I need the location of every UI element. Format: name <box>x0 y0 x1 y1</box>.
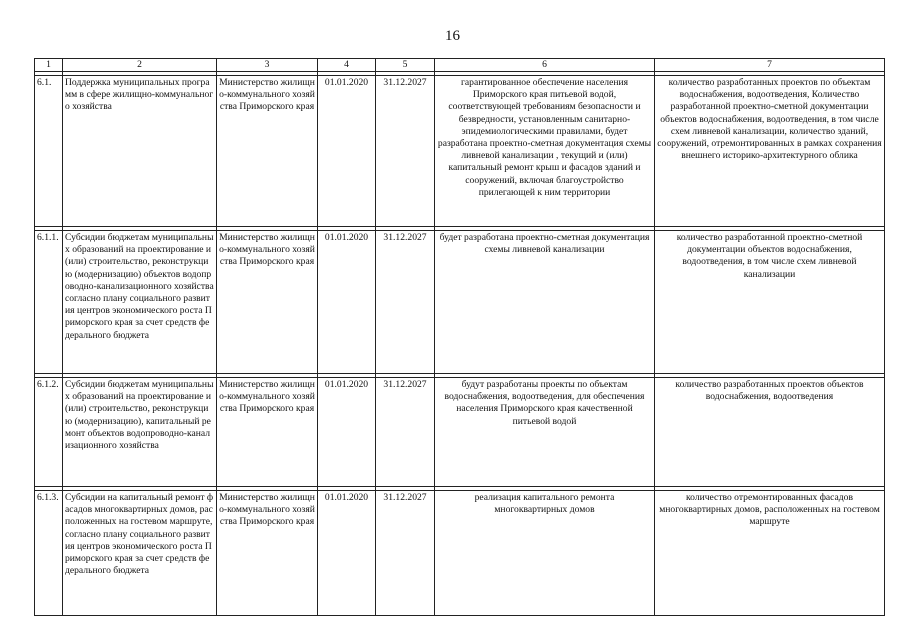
table-row <box>35 378 885 487</box>
measure-name: Субсидии бюджетам муниципальных образований на проектирование и (или) строительство, реконструкцию (модернизацию), капитальный ремонт объектов водопроводно-канализационного хозяйства <box>63 378 217 487</box>
column-header: 3 <box>217 59 318 72</box>
executor: Министерство жилищно-коммунального хозяйства Приморского края <box>217 491 318 616</box>
table-row <box>35 76 885 227</box>
executor: Министерство жилищно-коммунального хозяйства Приморского края <box>217 378 318 487</box>
indicator: количество отремонтированных фасадов многоквартирных домов, расположенных на гостевом маршруте <box>655 491 885 616</box>
end-date: 31.12.2027 <box>376 76 435 227</box>
column-header: 2 <box>63 59 217 72</box>
column-header: 7 <box>655 59 885 72</box>
expected-result: будут разработаны проекты по объектам водоснабжения, водоотведения, для обеспечения населения Приморского края качественной питьевой водой <box>435 378 655 487</box>
executor: Министерство жилищно-коммунального хозяйства Приморского края <box>217 231 318 374</box>
program-table <box>34 58 885 616</box>
row-number: 6.1. <box>35 76 63 227</box>
expected-result: будет разработана проектно-сметная документация схемы ливневой канализации <box>435 231 655 374</box>
end-date: 31.12.2027 <box>376 378 435 487</box>
measure-name: Поддержка муниципальных программ в сфере жилищно-коммунального хозяйства <box>63 76 217 227</box>
row-number: 6.1.1. <box>35 231 63 374</box>
page-number: 16 <box>445 28 460 44</box>
start-date: 01.01.2020 <box>318 491 376 616</box>
measure-name: Субсидии на капитальный ремонт фасадов многоквартирных домов, расположенных на гостевом маршруте, согласно плану социального развития центров экономического роста Приморского края за счет средств федерального бюджета <box>63 491 217 616</box>
start-date: 01.01.2020 <box>318 378 376 487</box>
indicator: количество разработанных проектов по объектам водоснабжения, водоотведения, Количество разработанной проектно-сметной документации объектов водоснабжения, водоотведения, в том числе схем ливневой канализации, количество зданий, сооружений, отремонтированных в рамках сохранения внешнего историко-архитектурного облика <box>655 76 885 227</box>
expected-result: гарантированное обеспечение населения Приморского края питьевой водой, соответствующей требованиям безопасности и безвредности, установленным санитарно-эпидемиологическими правилами, будет разработана проектно-сметная документация схемы ливневой канализации , текущий и (или) капитальный ремонт крыш и фасадов зданий и сооружений, включая благоустройство прилегающей к ним территории <box>435 76 655 227</box>
measure-name: Субсидии бюджетам муниципальных образований на проектирование и (или) строительство, реконструкцию (модернизацию) объектов водопроводно-канализационного хозяйства согласно плану социального развития центров экономического роста Приморского края за счет средств федерального бюджета <box>63 231 217 374</box>
start-date: 01.01.2020 <box>318 76 376 227</box>
row-number: 6.1.2. <box>35 378 63 487</box>
column-header: 4 <box>318 59 376 72</box>
table-row <box>35 231 885 374</box>
start-date: 01.01.2020 <box>318 231 376 374</box>
end-date: 31.12.2027 <box>376 231 435 374</box>
end-date: 31.12.2027 <box>376 491 435 616</box>
column-header: 5 <box>376 59 435 72</box>
column-number-row <box>35 59 885 72</box>
indicator: количество разработанной проектно-сметной документации объектов водоснабжения, водоотведения, в том числе схем ливневой канализации <box>655 231 885 374</box>
column-header: 1 <box>35 59 63 72</box>
row-number: 6.1.3. <box>35 491 63 616</box>
expected-result: реализация капитального ремонта многоквартирных домов <box>435 491 655 616</box>
indicator: количество разработанных проектов объектов водоснабжения, водоотведения <box>655 378 885 487</box>
column-header: 6 <box>435 59 655 72</box>
executor: Министерство жилищно-коммунального хозяйства Приморского края <box>217 76 318 227</box>
table-row <box>35 491 885 616</box>
